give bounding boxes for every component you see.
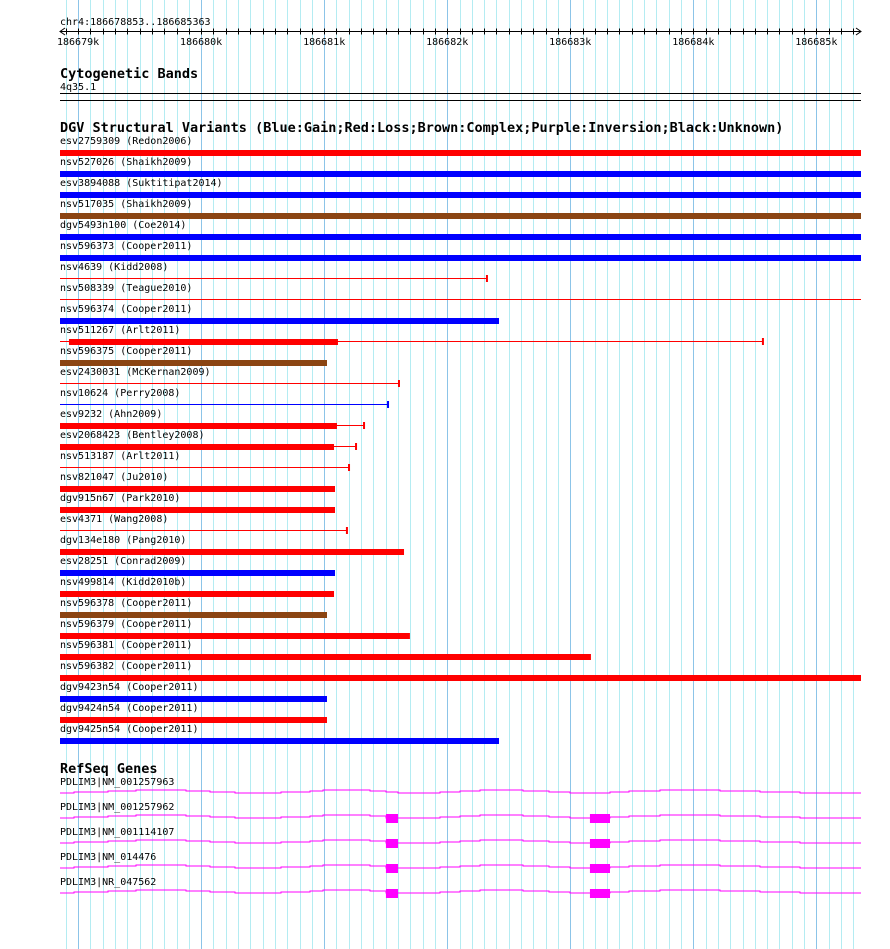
- gene-label[interactable]: PDLIM3|NM_014476: [60, 852, 157, 863]
- variant-label[interactable]: esv9232 (Ahn2009): [60, 409, 163, 420]
- gene-exon: [386, 889, 398, 898]
- variant-bar: [60, 255, 861, 261]
- variant-label[interactable]: dgv134e180 (Pang2010): [60, 535, 187, 546]
- variant-feature[interactable]: [60, 346, 327, 366]
- variant-bar: [60, 570, 335, 576]
- variant-label[interactable]: nsv596373 (Cooper2011): [60, 241, 193, 252]
- variant-bar: [60, 171, 861, 177]
- variant-feature[interactable]: [60, 514, 348, 534]
- variant-label[interactable]: esv2430031 (McKernan2009): [60, 367, 211, 378]
- variant-feature[interactable]: [60, 409, 365, 429]
- variant-feature[interactable]: [60, 577, 334, 597]
- variant-label[interactable]: nsv596378 (Cooper2011): [60, 598, 193, 609]
- ruler-tick-label: 186683k: [549, 37, 592, 48]
- variant-label[interactable]: nsv499814 (Kidd2010b): [60, 577, 187, 588]
- variant-feature[interactable]: [60, 535, 404, 555]
- variant-end-cap: [387, 401, 389, 408]
- variant-end-cap: [346, 527, 348, 534]
- variant-bar: [60, 591, 334, 597]
- cytoband-label: 4q35.1: [60, 82, 97, 93]
- region-label: chr4:186678853..186685363: [60, 17, 211, 28]
- variant-feature[interactable]: [60, 619, 410, 639]
- gene-label[interactable]: PDLIM3|NM_001257963: [60, 777, 175, 788]
- variant-bar: [60, 360, 327, 366]
- variant-feature[interactable]: [60, 682, 327, 702]
- variant-bar: [69, 339, 338, 345]
- ruler-tick-label: 186684k: [672, 37, 715, 48]
- variant-feature[interactable]: [60, 451, 350, 471]
- gene-exon: [590, 889, 610, 898]
- variant-feature[interactable]: [60, 388, 389, 408]
- ruler-tick-label: 186679k: [57, 37, 100, 48]
- gene-exon: [386, 864, 398, 873]
- variant-label[interactable]: dgv9423n54 (Cooper2011): [60, 682, 199, 693]
- variant-bar: [60, 507, 335, 513]
- variant-end-cap: [486, 275, 488, 282]
- variant-label[interactable]: nsv527026 (Shaikh2009): [60, 157, 193, 168]
- variant-bar: [60, 486, 335, 492]
- variant-end-cap: [355, 443, 357, 450]
- ruler-tick-label: 186685k: [795, 37, 838, 48]
- variant-label[interactable]: dgv9425n54 (Cooper2011): [60, 724, 199, 735]
- variant-bar: [60, 654, 591, 660]
- variant-end-cap: [398, 380, 400, 387]
- refseq-track-title: RefSeq Genes: [60, 761, 158, 777]
- variant-label[interactable]: esv2068423 (Bentley2008): [60, 430, 205, 441]
- variant-label[interactable]: esv3894088 (Suktitipat2014): [60, 178, 223, 189]
- variant-label[interactable]: nsv511267 (Arlt2011): [60, 325, 181, 336]
- variant-feature[interactable]: [60, 724, 499, 744]
- variant-bar: [60, 318, 499, 324]
- variant-label[interactable]: nsv596374 (Cooper2011): [60, 304, 193, 315]
- variant-label[interactable]: dgv915n67 (Park2010): [60, 493, 181, 504]
- variant-label[interactable]: nsv596382 (Cooper2011): [60, 661, 193, 672]
- variant-bar: [60, 423, 337, 429]
- variant-bar: [60, 549, 404, 555]
- gene-exon: [590, 839, 610, 848]
- variant-bar: [60, 150, 861, 156]
- variant-label[interactable]: esv4371 (Wang2008): [60, 514, 169, 525]
- variant-label[interactable]: nsv10624 (Perry2008): [60, 388, 181, 399]
- variant-label[interactable]: dgv5493n100 (Coe2014): [60, 220, 187, 231]
- variant-bar: [60, 675, 861, 681]
- variant-bar: [60, 444, 334, 450]
- variant-label[interactable]: esv2759309 (Redon2006): [60, 136, 193, 147]
- variant-label[interactable]: nsv596375 (Cooper2011): [60, 346, 193, 357]
- variant-bar: [60, 633, 410, 639]
- variant-label[interactable]: dgv9424n54 (Cooper2011): [60, 703, 199, 714]
- ruler-tick-label: 186682k: [426, 37, 469, 48]
- variant-feature[interactable]: [60, 640, 591, 660]
- variant-label[interactable]: nsv517035 (Shaikh2009): [60, 199, 193, 210]
- gene-exon: [386, 839, 398, 848]
- variant-bar: [60, 192, 861, 198]
- variant-feature[interactable]: [60, 556, 335, 576]
- variant-feature[interactable]: [60, 472, 335, 492]
- variant-bar: [60, 696, 327, 702]
- variant-label[interactable]: nsv596381 (Cooper2011): [60, 640, 193, 651]
- variant-bar: [60, 234, 861, 240]
- gene-label[interactable]: PDLIM3|NR_047562: [60, 877, 157, 888]
- variant-label[interactable]: nsv513187 (Arlt2011): [60, 451, 181, 462]
- variant-label[interactable]: nsv4639 (Kidd2008): [60, 262, 169, 273]
- variant-label[interactable]: nsv596379 (Cooper2011): [60, 619, 193, 630]
- gene-label[interactable]: PDLIM3|NM_001114107: [60, 827, 175, 838]
- cytobands-title: Cytogenetic Bands: [60, 66, 199, 82]
- variant-feature[interactable]: [60, 703, 327, 723]
- variant-label[interactable]: nsv821047 (Ju2010): [60, 472, 169, 483]
- variant-bar: [60, 717, 327, 723]
- gene-exon: [386, 814, 398, 823]
- gene-exon: [590, 864, 610, 873]
- ruler-tick-label: 186680k: [180, 37, 223, 48]
- variant-bar: [60, 612, 327, 618]
- variant-label[interactable]: nsv508339 (Teague2010): [60, 283, 193, 294]
- variant-feature[interactable]: [60, 493, 335, 513]
- variant-feature[interactable]: [60, 367, 400, 387]
- gene-label[interactable]: PDLIM3|NM_001257962: [60, 802, 175, 813]
- variant-feature[interactable]: [60, 325, 764, 345]
- variant-feature[interactable]: [60, 304, 499, 324]
- variant-bar: [60, 738, 499, 744]
- variant-label[interactable]: esv28251 (Conrad2009): [60, 556, 187, 567]
- gene-exon: [590, 814, 610, 823]
- variant-end-cap: [363, 422, 365, 429]
- variant-bar: [60, 213, 861, 219]
- ruler-tick-label: 186681k: [303, 37, 346, 48]
- variant-feature[interactable]: [60, 598, 327, 618]
- variant-end-cap: [762, 338, 764, 345]
- variant-end-cap: [348, 464, 350, 471]
- dgv-track-title: DGV Structural Variants (Blue:Gain;Red:Loss;Brown:Complex;Purple:Inversion;Black:Unknown): [60, 120, 784, 136]
